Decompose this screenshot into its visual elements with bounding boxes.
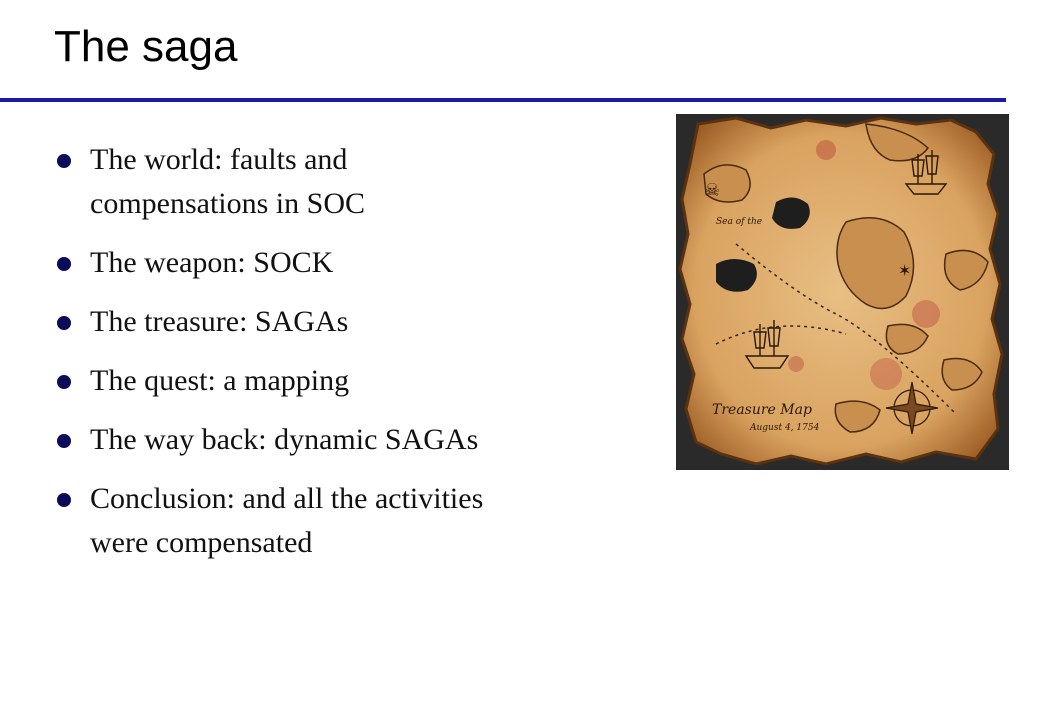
bullet-item — [55, 359, 615, 403]
bullet-dot-icon — [57, 316, 71, 330]
title-divider — [0, 98, 1006, 102]
bullet-dot-icon — [57, 154, 71, 168]
bullet-item — [55, 241, 615, 285]
map-sea-label: Sea of the — [716, 217, 763, 227]
bullet-text: The quest: a mapping — [90, 364, 350, 397]
bullet-dot-icon — [57, 493, 71, 507]
bullet-dot-icon — [57, 434, 71, 448]
bullet-item — [55, 300, 615, 344]
bullet-text: The weapon: SOCK — [90, 246, 334, 279]
svg-text:✶: ✶ — [898, 261, 912, 280]
treasure-map-image — [676, 114, 1009, 470]
bullet-text: The way back: dynamic SAGAs — [90, 423, 479, 456]
slide-title: The saga — [54, 22, 238, 71]
map-caption-title: Treasure Map — [712, 402, 812, 418]
bullet-text: The world: faults and — [90, 143, 348, 176]
bullet-list — [55, 138, 615, 580]
bullet-item — [55, 477, 615, 565]
bullet-dot-icon — [57, 375, 71, 389]
bullet-text-cont: compensations in SOC — [90, 187, 365, 220]
bullet-dot-icon — [57, 257, 71, 271]
map-caption-date: August 4, 1754 — [750, 423, 820, 433]
svg-text:☠: ☠ — [704, 180, 721, 201]
bullet-text: Conclusion: and all the activities — [90, 482, 484, 515]
bullet-text-cont: were compensated — [90, 526, 313, 559]
bullet-text: The treasure: SAGAs — [90, 305, 349, 338]
bullet-item — [55, 138, 615, 226]
bullet-item — [55, 418, 615, 462]
